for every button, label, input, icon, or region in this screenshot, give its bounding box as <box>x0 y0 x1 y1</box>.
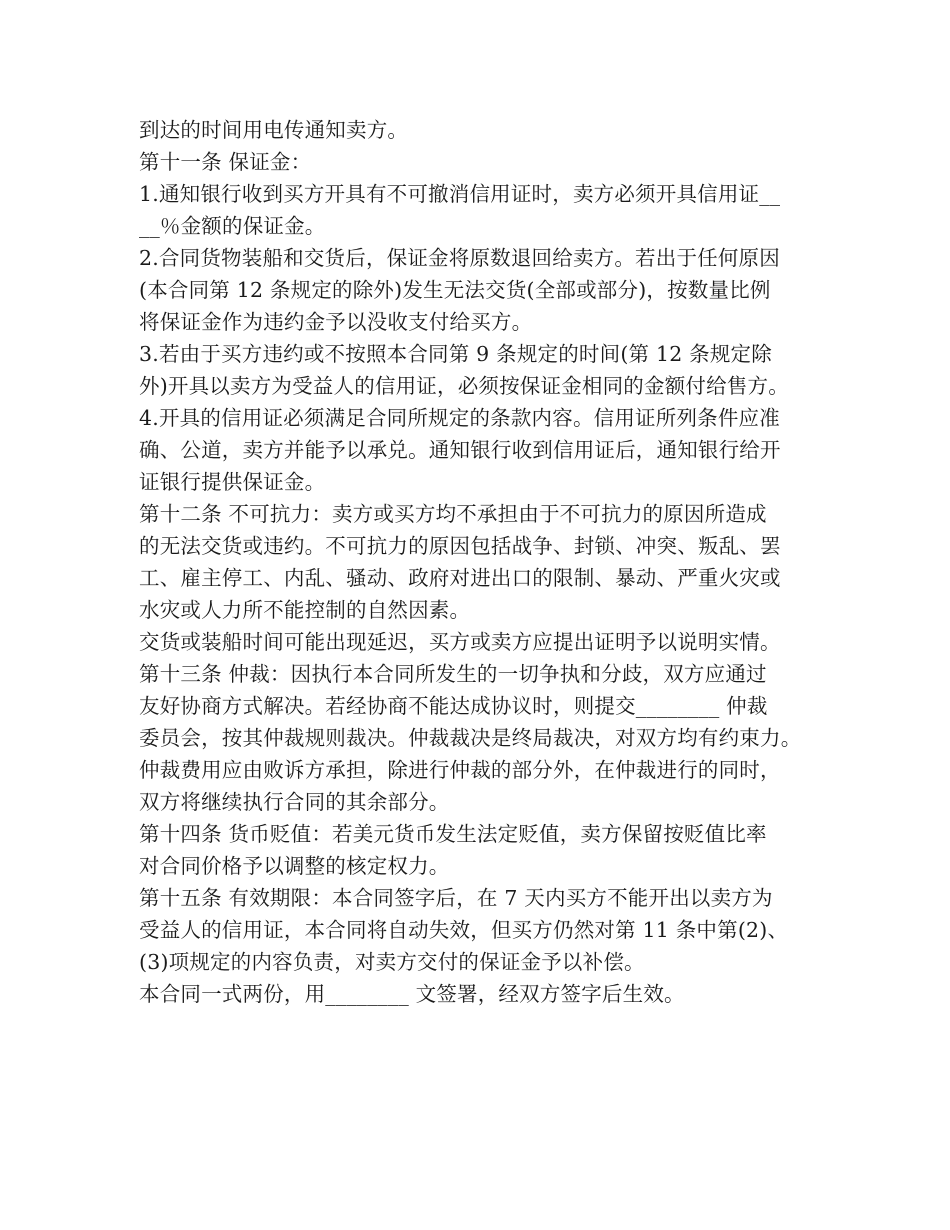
text-line: 委员会，按其仲裁规则裁决。仲裁裁决是终局裁决，对双方均有约束力。 <box>139 726 802 750</box>
text-line: (3)项规定的内容负责，对卖方交付的保证金予以补偿。 <box>139 950 645 974</box>
text-line: 2.合同货物装船和交货后，保证金将原数退回给卖方。若出于任何原因 <box>139 246 780 270</box>
section-heading-11: 第十一条 保证金： <box>139 150 312 174</box>
text-line: 的无法交货或违约。不可抗力的原因包括战争、封锁、冲突、叛乱、罢 <box>139 534 781 558</box>
text-line: 友好协商方式解决。若经协商不能达成协议时，则提交________ 仲裁 <box>139 694 768 718</box>
document-body <box>139 114 839 1010</box>
text-line: (本合同第 12 条规定的除外)发生无法交货(全部或部分)，按数量比例 <box>139 278 771 302</box>
section-heading-15: 第十五条 有效期限：本合同签字后，在 7 天内买方不能开出以卖方为 <box>139 886 773 910</box>
section-heading-12: 第十二条 不可抗力：卖方或买方均不承担由于不可抗力的原因所造成 <box>139 502 767 526</box>
text-line: 本合同一式两份，用________ 文签署，经双方签字后生效。 <box>139 982 685 1006</box>
text-line: 水灾或人力所不能控制的自然因素。 <box>139 598 471 622</box>
text-line: 确、公道，卖方并能予以承兑。通知银行收到信用证后，通知银行给开 <box>139 438 781 462</box>
text-line: 受益人的信用证，本合同将自动失效，但买方仍然对第 11 条中第(2)、 <box>139 918 789 942</box>
text-line: 双方将继续执行合同的其余部分。 <box>139 790 450 814</box>
text-line: __％金额的保证金。 <box>139 214 326 238</box>
text-line: 工、雇主停工、内乱、骚动、政府对进出口的限制、暴动、严重火灾或 <box>139 566 781 590</box>
text-line: 将保证金作为违约金予以没收支付给买方。 <box>139 310 533 334</box>
text-line: 交货或装船时间可能出现延迟，买方或卖方应提出证明予以说明实情。 <box>139 630 781 654</box>
text-line: 证银行提供保证金。 <box>139 470 326 494</box>
text-line: 3.若由于买方违约或不按照本合同第 9 条规定的时间(第 12 条规定除 <box>139 342 772 366</box>
text-line: 仲裁费用应由败诉方承担，除进行仲裁的部分外，在仲裁进行的同时， <box>139 758 781 782</box>
text-line: 1.通知银行收到买方开具有不可撤消信用证时，卖方必须开具信用证__ <box>139 182 781 206</box>
text-line: 对合同价格予以调整的核定权力。 <box>139 854 450 878</box>
text-line: 到达的时间用电传通知卖方。 <box>139 118 409 142</box>
section-heading-13: 第十三条 仲裁：因执行本合同所发生的一切争执和分歧，双方应通过 <box>139 662 767 686</box>
text-line: 4.开具的信用证必须满足合同所规定的条款内容。信用证所列条件应准 <box>139 406 780 430</box>
text-line: 外)开具以卖方为受益人的信用证，必须按保证金相同的金额付给售方。 <box>139 374 789 398</box>
section-heading-14: 第十四条 货币贬值：若美元货币发生法定贬值，卖方保留按贬值比率 <box>139 822 767 846</box>
